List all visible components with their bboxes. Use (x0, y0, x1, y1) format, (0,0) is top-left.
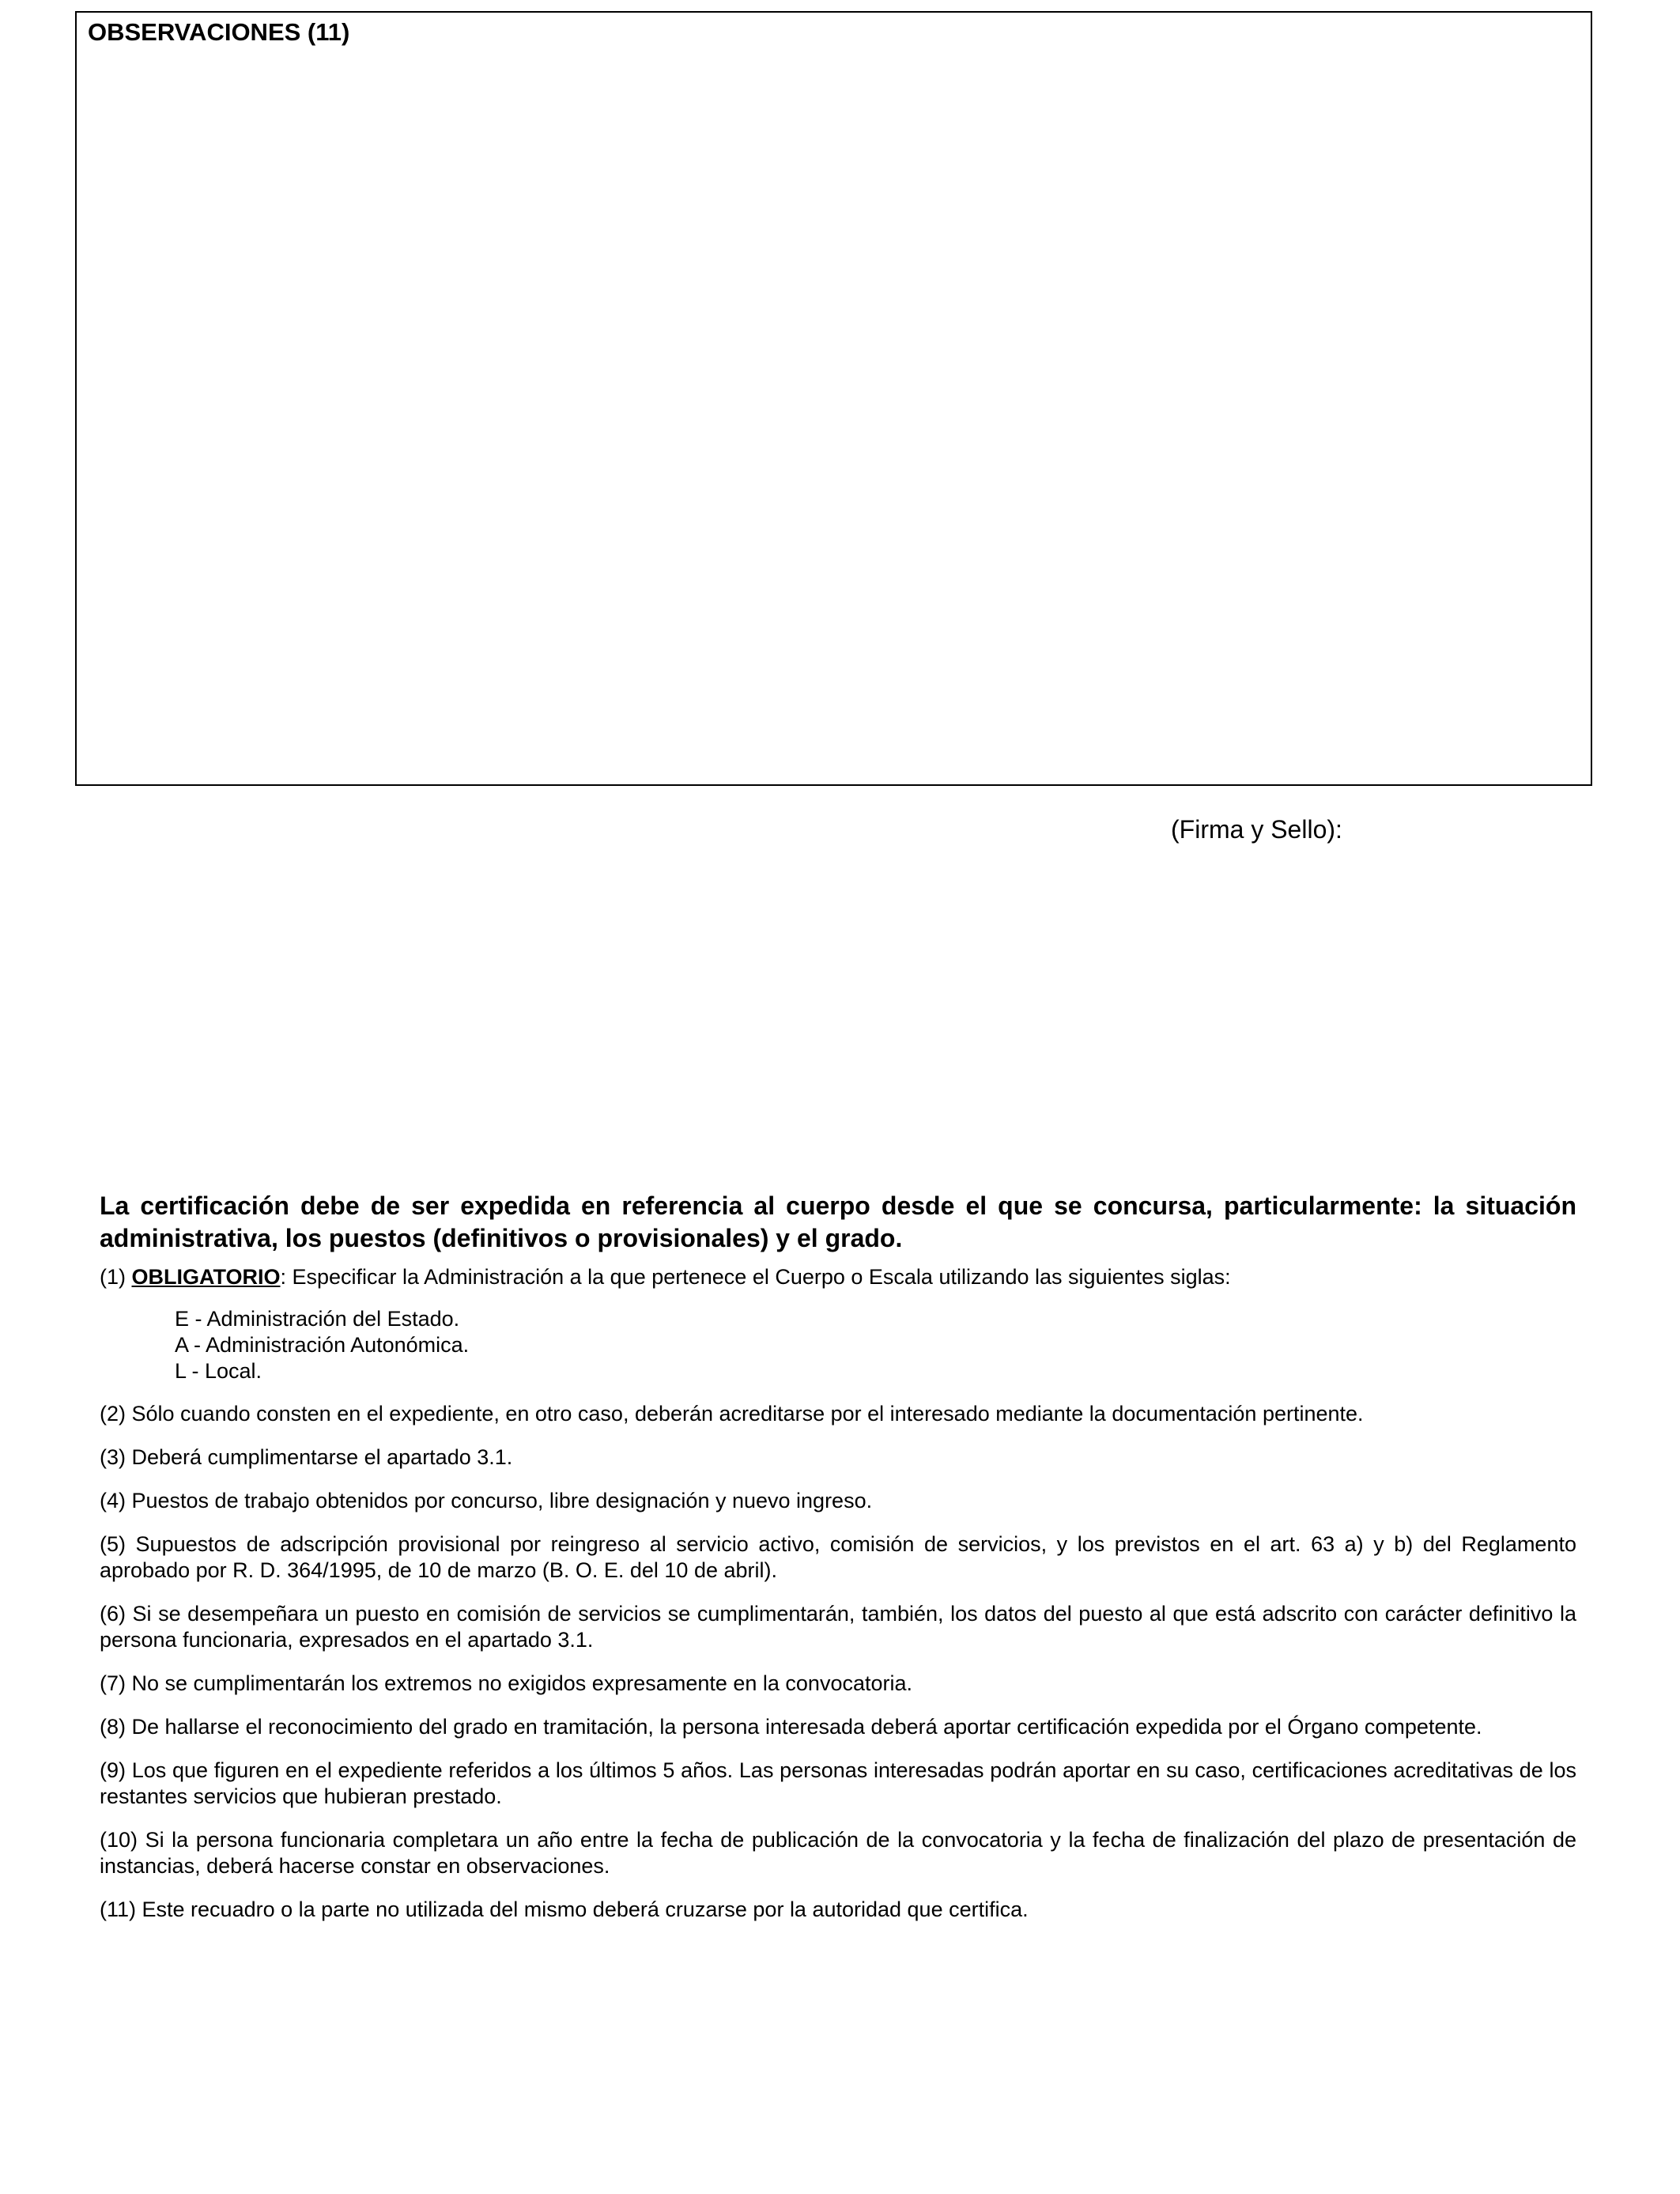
note-9: (9) Los que figuren en el expediente referidos a los últimos 5 años. Las personas interesadas podrán aportar en su caso, certificaciones acreditativas de los restantes servicios que hubieran prestado. (100, 1758, 1576, 1808)
note-1-prefix: (1) (100, 1265, 132, 1289)
siglas-list (175, 1306, 1576, 1384)
observaciones-box[interactable] (75, 11, 1592, 786)
note-2: (2) Sólo cuando consten en el expediente, en otro caso, deberán acreditarse por el interesado mediante la documentación pertinente. (100, 1402, 1364, 1426)
note-11: (11) Este recuadro o la parte no utilizada del mismo deberá cruzarse por la autoridad que certifica. (100, 1898, 1029, 1921)
instructions-section (100, 1190, 1576, 1940)
sigla-item: A - Administración Autonómica. (175, 1333, 470, 1357)
note-6: (6) Si se desempeñara un puesto en comisión de servicios se cumplimentarán, también, los datos del puesto al que está adscrito con carácter definitivo la persona funcionaria, expresados en el apartado 3.1. (100, 1602, 1576, 1652)
note-10: (10) Si la persona funcionaria completara un año entre la fecha de publicación de la convocatoria y la fecha de finalización del plazo de presentación de instancias, deberá hacerse constar en observaciones. (100, 1828, 1576, 1878)
sigla-item: E - Administración del Estado. (175, 1307, 460, 1331)
firma-sello-label: (Firma y Sello): (1171, 815, 1342, 844)
note-3: (3) Deberá cumplimentarse el apartado 3.1. (100, 1445, 513, 1469)
note-1-text: : Especificar la Administración a la que pertenece el Cuerpo o Escala utilizando las siguientes siglas: (280, 1265, 1231, 1289)
sigla-item: L - Local. (175, 1359, 262, 1383)
note-5: (5) Supuestos de adscripción provisional por reingreso al servicio activo, comisión de servicios, y los previstos en el art. 63 a) y b) del Reglamento aprobado por R. D. 364/1995, de 10 de marzo (B. O. E. del 10 de abril). (100, 1532, 1576, 1582)
note-1 (100, 1264, 1576, 1290)
note-1-keyword: OBLIGATORIO (131, 1265, 281, 1289)
note-7: (7) No se cumplimentarán los extremos no exigidos expresamente en la convocatoria. (100, 1671, 913, 1695)
observaciones-title: OBSERVACIONES (11) (88, 18, 350, 46)
note-8: (8) De hallarse el reconocimiento del grado en tramitación, la persona interesada deberá aportar certificación expedida por el Órgano competente. (100, 1715, 1482, 1739)
certification-intro: La certificación debe de ser expedida en referencia al cuerpo desde el que se concursa, particularmente: la situación administrativa, los puestos (definitivos o provisionales) y el grado. (100, 1191, 1576, 1252)
note-4: (4) Puestos de trabajo obtenidos por concurso, libre designación y nuevo ingreso. (100, 1489, 873, 1512)
